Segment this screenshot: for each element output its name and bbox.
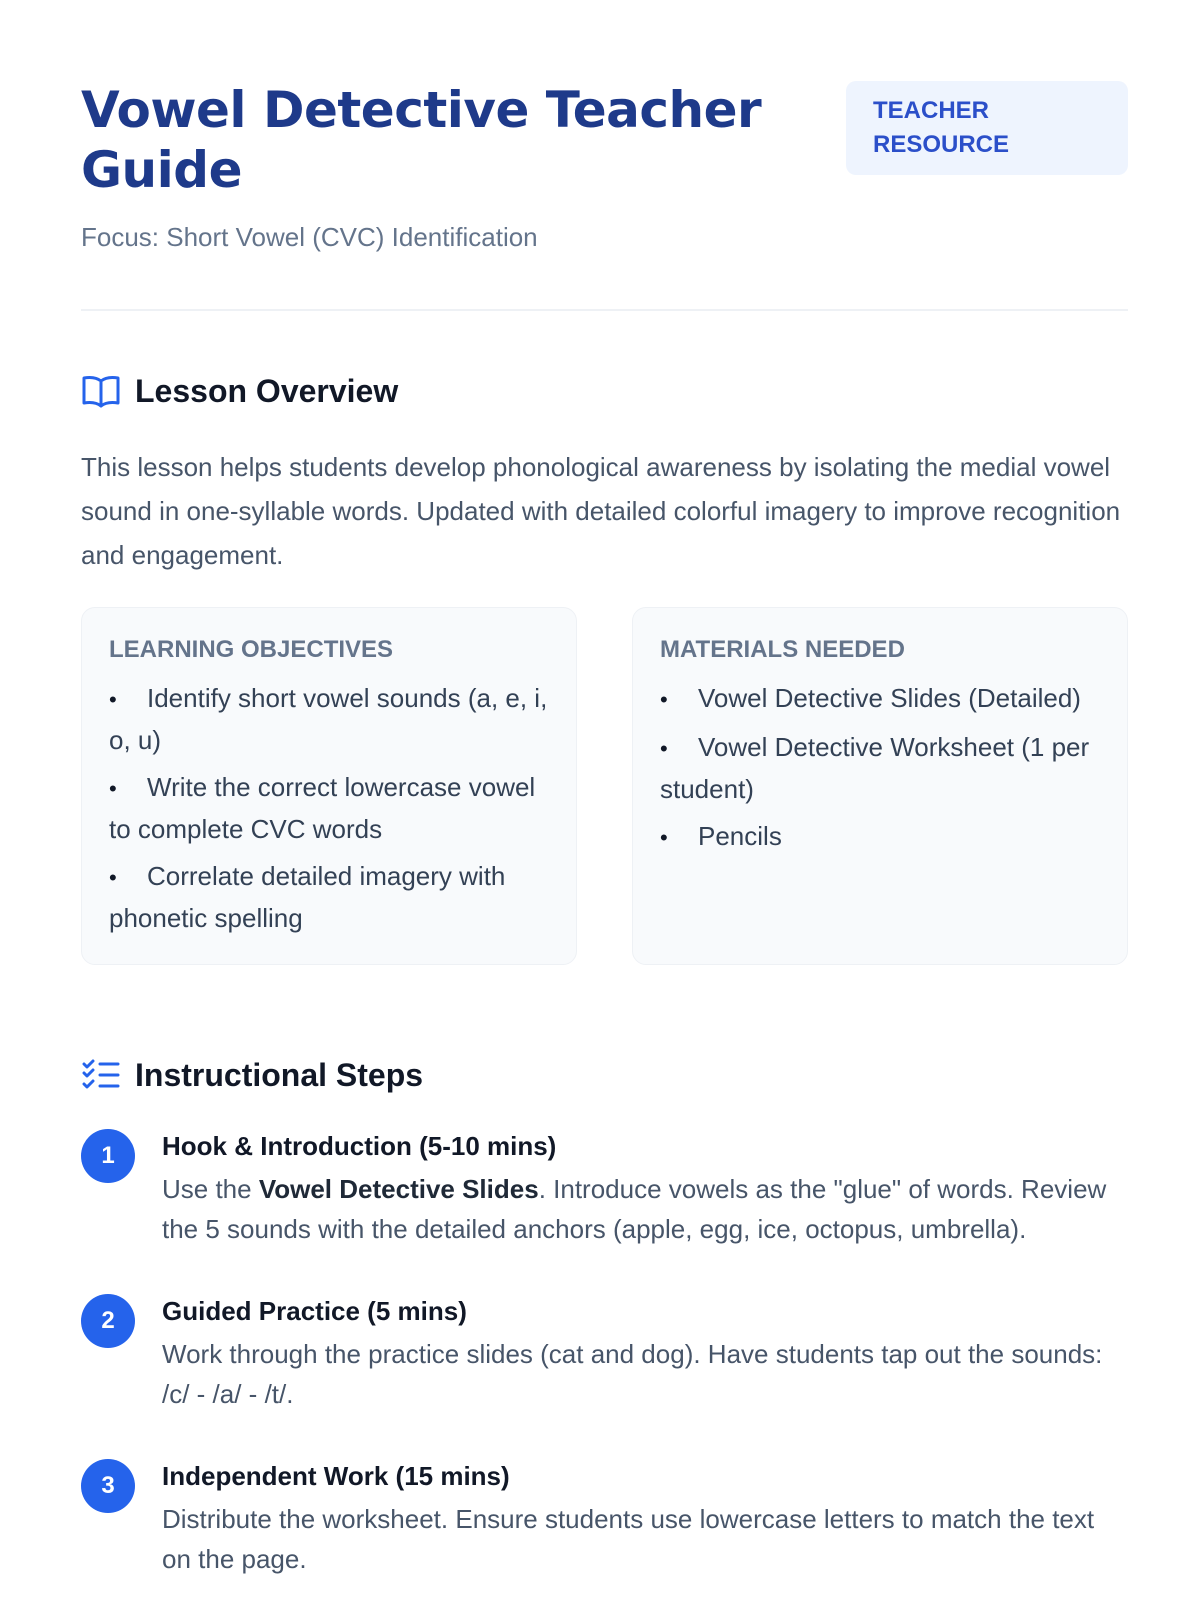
list-item: • Vowel Detective Worksheet (1 per student)	[660, 727, 1100, 809]
steps-list	[81, 1129, 1128, 1579]
step-number-badge: 2	[81, 1294, 135, 1348]
page-subtitle: Focus: Short Vowel (CVC) Identification	[81, 222, 538, 252]
list-item: • Write the correct lowercase vowel to complete CVC words	[109, 767, 549, 849]
bullet-icon: •	[109, 687, 117, 712]
bullet-icon: •	[660, 825, 668, 850]
overview-cards	[81, 607, 1128, 965]
step-description: Work through the practice slides (cat and dog). Have students tap out the sounds: /c/ - /a/ - /t/.	[162, 1339, 1103, 1409]
step-item	[81, 1459, 1128, 1579]
list-item: • Pencils	[660, 816, 1100, 858]
step-item	[81, 1294, 1128, 1414]
checklist-icon	[81, 1055, 121, 1095]
teacher-resource-badge: TEACHER RESOURCE	[846, 81, 1128, 175]
list-item: • Identify short vowel sounds (a, e, i, o, u)	[109, 678, 549, 760]
instructional-steps-heading	[81, 1055, 1128, 1095]
bullet-icon: •	[109, 865, 117, 890]
step-number-badge: 3	[81, 1459, 135, 1513]
step-highlight: Vowel Detective Slides	[258, 1174, 539, 1204]
list-item: • Correlate detailed imagery with phonetic spelling	[109, 856, 549, 938]
learning-objectives-heading: LEARNING OBJECTIVES	[109, 636, 394, 663]
learning-objectives-card	[81, 607, 577, 965]
step-title: Hook & Introduction (5-10 mins)	[162, 1131, 557, 1161]
guide-header	[81, 0, 1128, 311]
instructional-steps-title: Instructional Steps	[135, 1056, 424, 1093]
teacher-guide-page	[81, 0, 1128, 1600]
book-open-icon	[81, 371, 121, 411]
lesson-overview-heading	[81, 371, 1128, 411]
step-item	[81, 1129, 1128, 1249]
step-number-badge: 1	[81, 1129, 135, 1183]
learning-objectives-list	[109, 678, 549, 938]
lesson-overview-text: This lesson helps students develop phonological awareness by isolating the medial vowel sound in one-syllable words. Updated with detailed colorful imagery to improve recognition and engagement.	[81, 452, 1121, 570]
materials-needed-heading: MATERIALS NEEDED	[660, 636, 905, 663]
bullet-icon: •	[660, 687, 668, 712]
step-title: Guided Practice (5 mins)	[162, 1296, 467, 1326]
list-item: • Vowel Detective Slides (Detailed)	[660, 678, 1100, 720]
lesson-overview-title: Lesson Overview	[135, 372, 399, 409]
bullet-icon: •	[109, 776, 117, 801]
bullet-icon: •	[660, 736, 668, 761]
step-description: Use the Vowel Detective Slides. Introduce vowels as the "glue" of words. Review the 5 sounds with the detailed anchors (apple, egg, ice, octopus, umbrella).	[162, 1174, 1107, 1244]
page-title: Vowel Detective Teacher Guide	[81, 81, 762, 199]
step-title: Independent Work (15 mins)	[162, 1461, 510, 1491]
step-description: Distribute the worksheet. Ensure students use lowercase letters to match the text on the page.	[162, 1504, 1095, 1574]
materials-needed-list	[660, 678, 1100, 858]
materials-needed-card	[632, 607, 1128, 965]
